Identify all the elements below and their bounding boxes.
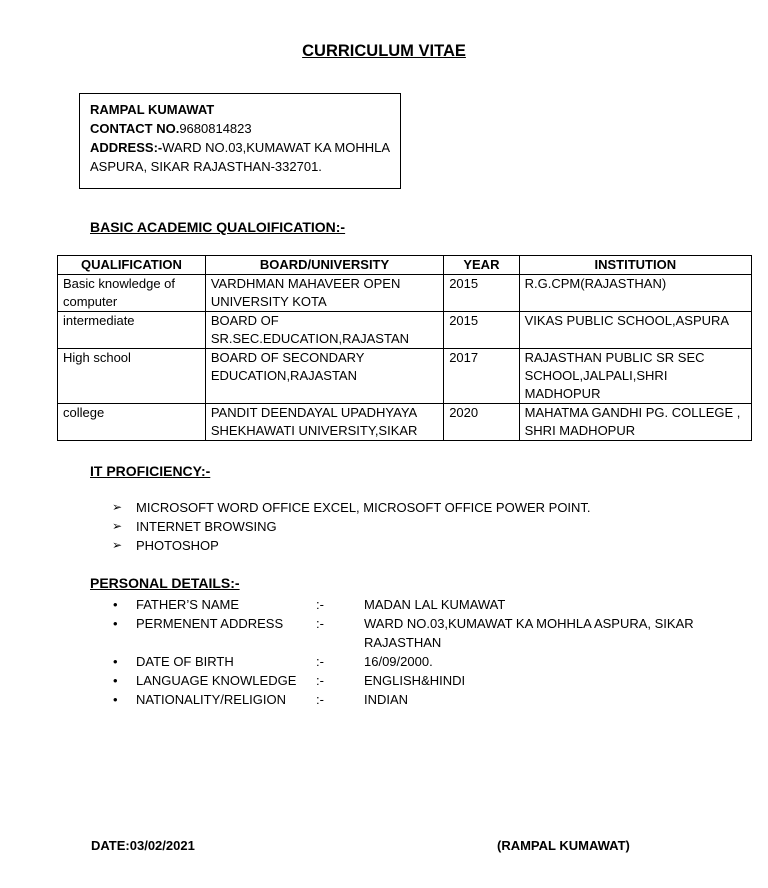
bullet-icon: • [113, 616, 118, 631]
applicant-name: RAMPAL KUMAWAT [90, 102, 215, 117]
academic-heading: BASIC ACADEMIC QUALOIFICATION:- [90, 219, 346, 235]
detail-separator: :- [316, 616, 324, 631]
cell-qualification: High school [58, 349, 206, 404]
address-line-1: WARD NO.03,KUMAWAT KA MOHHLA [162, 140, 391, 155]
cell-institution: MAHATMA GANDHI PG. COLLEGE , SHRI MADHOPUR [519, 404, 751, 441]
address-label: ADDRESS:- [90, 140, 163, 155]
cell-year: 2015 [444, 275, 519, 312]
detail-value: 16/09/2000. [364, 654, 433, 669]
list-item [113, 614, 733, 652]
detail-separator: :- [316, 654, 324, 669]
contact-label: CONTACT NO. [90, 121, 180, 136]
table-row [58, 349, 752, 404]
table-row [58, 312, 752, 349]
detail-label: DATE OF BIRTH [136, 654, 234, 669]
contact-number: 9680814823 [179, 121, 252, 136]
detail-separator: :- [316, 673, 324, 688]
table-header-row [58, 256, 752, 275]
detail-value: MADAN LAL KUMAWAT [364, 597, 506, 612]
list-item [113, 652, 733, 671]
list-item: ➢ INTERNET BROWSING [112, 519, 277, 534]
table-row [58, 275, 752, 312]
list-item [113, 671, 733, 690]
list-item: ➢ MICROSOFT WORD OFFICE EXCEL, MICROSOFT OFFICE POWER POINT. [112, 500, 591, 515]
list-item [113, 595, 733, 614]
cell-qualification: intermediate [58, 312, 206, 349]
detail-label: LANGUAGE KNOWLEDGE [136, 673, 297, 688]
detail-separator: :- [316, 692, 324, 707]
header-institution: INSTITUTION [519, 256, 751, 275]
table-row [58, 404, 752, 441]
list-item [113, 690, 733, 709]
cell-qualification: Basic knowledge of computer [58, 275, 206, 312]
it-heading: IT PROFICIENCY:- [90, 463, 211, 479]
detail-value: INDIAN [364, 692, 409, 707]
footer-date: DATE:03/02/2021 [91, 838, 195, 853]
bullet-icon: • [113, 597, 118, 612]
detail-label: PERMENENT ADDRESS [136, 616, 284, 631]
cell-year: 2017 [444, 349, 519, 404]
detail-label: FATHER’S NAME [136, 597, 240, 612]
contact-box [79, 93, 401, 189]
cell-year: 2020 [444, 404, 519, 441]
footer-signature: (RAMPAL KUMAWAT) [497, 838, 630, 853]
arrow-bullet-icon: ➢ [112, 538, 123, 552]
list-item: ➢ PHOTOSHOP [112, 538, 219, 553]
cell-board: PANDIT DEENDAYAL UPADHYAYA SHEKHAWATI UNIVERSITY,SIKAR [205, 404, 443, 441]
bullet-icon: • [113, 692, 118, 707]
academic-table [57, 255, 752, 441]
cell-year: 2015 [444, 312, 519, 349]
cell-board: VARDHMAN MAHAVEER OPEN UNIVERSITY KOTA [205, 275, 443, 312]
cell-institution: VIKAS PUBLIC SCHOOL,ASPURA [519, 312, 751, 349]
detail-value: ENGLISH&HINDI [364, 673, 466, 688]
document-title: CURRICULUM VITAE [302, 42, 466, 60]
header-qualification: QUALIFICATION [58, 256, 206, 275]
detail-separator: :- [316, 597, 324, 612]
cell-board: BOARD OF SECONDARY EDUCATION,RAJASTAN [205, 349, 443, 404]
bullet-icon: • [113, 654, 118, 669]
arrow-bullet-icon: ➢ [112, 500, 123, 514]
header-board: BOARD/UNIVERSITY [205, 256, 443, 275]
header-year: YEAR [444, 256, 519, 275]
cell-qualification: college [58, 404, 206, 441]
address-line-2: ASPURA, SIKAR RAJASTHAN-332701. [90, 159, 322, 174]
arrow-bullet-icon: ➢ [112, 519, 123, 533]
personal-details [113, 595, 733, 709]
personal-heading: PERSONAL DETAILS:- [90, 575, 240, 591]
cell-institution: R.G.CPM(RAJASTHAN) [519, 275, 751, 312]
cell-board: BOARD OF SR.SEC.EDUCATION,RAJASTAN [205, 312, 443, 349]
detail-label: NATIONALITY/RELIGION [136, 692, 287, 707]
bullet-icon: • [113, 673, 118, 688]
detail-value: WARD NO.03,KUMAWAT KA MOHHLA ASPURA, SIKAR RAJASTHAN [364, 616, 694, 650]
it-list [112, 498, 591, 555]
cell-institution: RAJASTHAN PUBLIC SR SEC SCHOOL,JALPALI,SHRI MADHOPUR [519, 349, 751, 404]
